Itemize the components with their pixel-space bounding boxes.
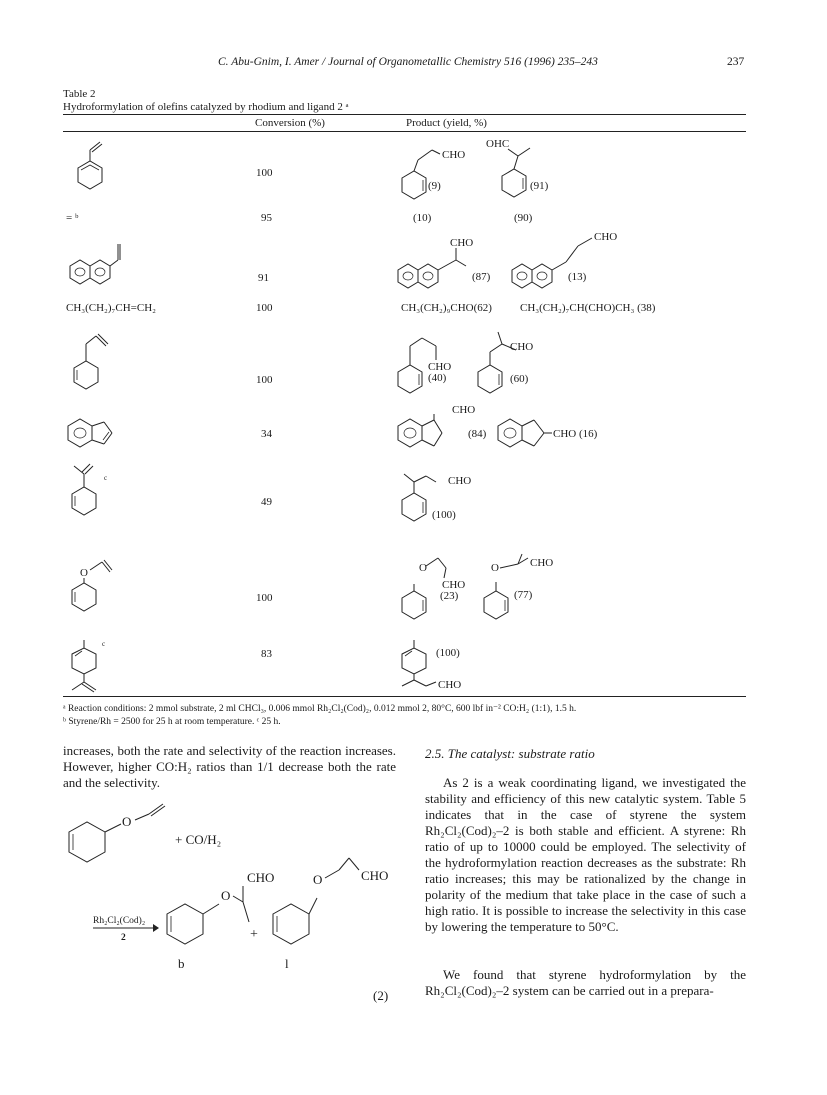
- svg-text:c: c: [104, 474, 108, 482]
- svg-text:O: O: [122, 814, 132, 829]
- product-label: CHO: [594, 231, 618, 243]
- conversion-value: 34: [261, 428, 272, 440]
- product-label: CHO: [530, 557, 554, 569]
- conversion-value: 100: [256, 302, 273, 314]
- product-yield: (90): [514, 212, 533, 224]
- methylstyrene-structure: [62, 458, 122, 526]
- product-label: CH₃(CH₂)₇CH(CHO)CH₃ (38): [520, 302, 656, 314]
- product-yield: (77): [514, 589, 533, 601]
- table-label: Table 2: [63, 88, 96, 100]
- product-label: CHO: [510, 341, 534, 353]
- allylbenzene-structure: [62, 326, 122, 402]
- catalyst-label: Rh₂Cl₂(Cod)₂: [93, 916, 146, 926]
- svg-text:O: O: [221, 888, 231, 903]
- svg-text:O: O: [491, 562, 499, 574]
- right-paragraph-1: As 2 is a weak coordinating ligand, we investigated the stability and efficiency of this new catalytic system. Table 5 indicates that in the case of styrene the system Rh₂Cl₂(Cod)₂–2 is both stable and efficient. A styrene: Rh ratio of up to 10000 could be employed. The selectivity of the hydroformylation reaction decreases as the substrate: Rh ratio increases; this may be rationalized by the change in polarity of the medium that take place in the case of such a high ratio. It is possible to increase the selectivity in this case by lowering the temperature to 50°C.: [425, 775, 746, 934]
- product-yield: (87): [472, 271, 491, 283]
- product-b-label: b: [178, 956, 185, 971]
- table-top-rule: [63, 114, 746, 115]
- table-header-rule: [63, 131, 746, 132]
- vinylnaphthalene-structure: [62, 240, 152, 292]
- svg-text:O: O: [419, 562, 427, 574]
- product-label: CHO: [442, 579, 466, 591]
- conversion-value: 95: [261, 212, 272, 224]
- product-label: CHO: [438, 679, 462, 691]
- product-yield: (100): [432, 509, 456, 521]
- indene-structure: [62, 410, 132, 454]
- conversion-value: 49: [261, 496, 272, 508]
- indene-products: [392, 400, 632, 456]
- product-yield: (100): [436, 647, 460, 659]
- conversion-value: 100: [256, 374, 273, 386]
- product-yield: (91): [530, 180, 549, 192]
- cho-label: CHO: [247, 870, 275, 885]
- cho-label: CHO: [361, 868, 389, 883]
- substrate-label: CH₃(CH₂)₇CH=CH₂: [66, 302, 156, 314]
- product-label: OHC: [486, 138, 510, 150]
- product-yield: (84): [468, 428, 487, 440]
- phenylvinylether-structure: [62, 552, 122, 622]
- product-label: CHO: [452, 404, 476, 416]
- product-label: CHO (16): [553, 428, 598, 440]
- product-yield: (23): [440, 590, 459, 602]
- catalyst-ligand: 2: [121, 933, 126, 943]
- product-label: CHO: [450, 237, 474, 249]
- table-bottom-rule: [63, 696, 746, 697]
- conversion-value: 91: [258, 272, 269, 284]
- running-head: C. Abu-Gnim, I. Amer / Journal of Organometallic Chemistry 516 (1996) 235–243: [218, 56, 598, 68]
- product-label: CHO: [428, 361, 452, 373]
- product-label: CHO: [442, 149, 466, 161]
- product-yield: (40): [428, 372, 447, 384]
- equation-number: (2): [373, 988, 389, 1003]
- table-footnote-a: ᵃ Reaction conditions: 2 mmol substrate, 2 ml CHCl₃, 0.006 mmol Rh₂Cl₂(Cod)₂, 0.012 mmol 2, 80°C, 600 lbf in⁻² CO:H₂ (1:1), 1.5 h.: [63, 704, 577, 714]
- conversion-value: 83: [261, 648, 272, 660]
- conversion-value: 100: [256, 167, 273, 179]
- plus-sign: +: [250, 927, 258, 942]
- reagent-label: + CO/H₂: [175, 832, 222, 847]
- product-yield: (60): [510, 373, 529, 385]
- vinylnaphthalene-products: [392, 228, 662, 290]
- phenylvinylether-products: [392, 552, 572, 628]
- page-number: 237: [727, 56, 745, 68]
- product-label: CHO: [448, 475, 472, 487]
- product-yield: (13): [568, 271, 587, 283]
- methylstyrene-product: [392, 462, 512, 528]
- column-header-conversion: Conversion (%): [255, 117, 325, 129]
- reaction-scheme: [63, 798, 408, 1028]
- svg-text:O: O: [313, 872, 323, 887]
- product-label: CH₃(CH₂)₉CHO(62): [401, 302, 492, 314]
- table-caption: Hydroformylation of olefins catalyzed by rhodium and ligand 2 ᵃ: [63, 101, 349, 113]
- conversion-value: 100: [256, 592, 273, 604]
- product-l-label: l: [285, 956, 289, 971]
- limonene-structure: [62, 634, 122, 694]
- limonene-product: [392, 636, 532, 692]
- left-paragraph: increases, both the rate and selectivity of the reaction increases. However, higher CO:H₂ ratios than 1/1 decrease both the rate and the selectivity.: [63, 743, 396, 790]
- styrene-structure: [62, 138, 122, 206]
- table-footnote-b: ᵇ Styrene/Rh = 2500 for 25 h at room temperature. ᶜ 25 h.: [63, 717, 281, 727]
- substrate-label: = ᵇ: [66, 212, 79, 224]
- section-heading: 2.5. The catalyst: substrate ratio: [425, 746, 595, 761]
- svg-text:c: c: [102, 640, 106, 648]
- svg-text:O: O: [80, 567, 88, 579]
- allylbenzene-products: [392, 326, 572, 406]
- product-yield: (10): [413, 212, 432, 224]
- product-yield: (9): [428, 180, 441, 192]
- right-paragraph-2: We found that styrene hydroformylation by the Rh₂Cl₂(Cod)₂–2 system can be carried out in a prepara-: [425, 967, 746, 998]
- styrene-products: [392, 136, 582, 206]
- column-header-product: Product (yield, %): [406, 117, 487, 129]
